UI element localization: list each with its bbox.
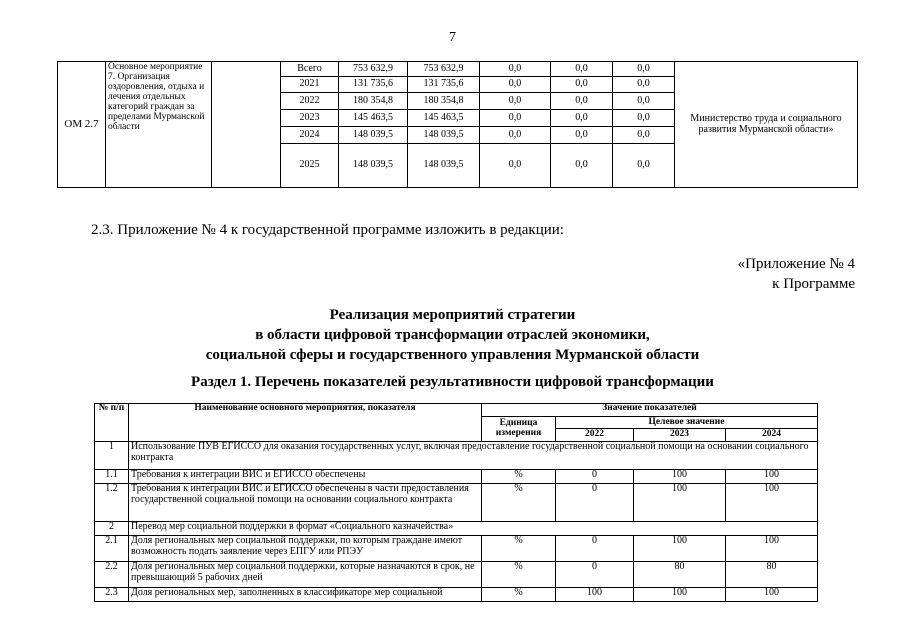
title-line-3: социальной сферы и государственного управления Мурманской области xyxy=(205,347,700,363)
row-value-2023: 100 xyxy=(634,536,726,562)
table-row xyxy=(95,536,818,562)
header-unit: Единица измерения xyxy=(482,417,556,442)
value-cell: 0,0 xyxy=(480,144,551,188)
value-cell: 148 039,5 xyxy=(408,144,480,188)
empty-cell xyxy=(212,62,281,188)
row-unit: % xyxy=(482,484,556,522)
table-row xyxy=(95,484,818,522)
value-cell: 145 463,5 xyxy=(339,110,408,127)
table-row xyxy=(95,588,818,602)
value-cell: 0,0 xyxy=(613,127,675,144)
row-value-2023: 100 xyxy=(634,588,726,602)
header-2023: 2023 xyxy=(634,429,726,442)
value-cell: 131 735,6 xyxy=(339,77,408,93)
row-value-2024: 100 xyxy=(726,470,818,484)
value-cell: 0,0 xyxy=(551,62,613,77)
row-num: 1.1 xyxy=(95,470,129,484)
row-value-2024: 80 xyxy=(726,562,818,588)
year-cell: Всего xyxy=(281,62,339,77)
row-value-2024: 100 xyxy=(726,484,818,522)
value-cell: 0,0 xyxy=(613,77,675,93)
value-cell: 131 735,6 xyxy=(408,77,480,93)
row-value-2024: 100 xyxy=(726,588,818,602)
value-cell: 0,0 xyxy=(613,93,675,110)
row-name: Использование ПУВ ЕГИССО для оказания государственных услуг, включая предоставление государственной социальной помощи на основании социального контракта xyxy=(129,442,818,470)
indicators-table xyxy=(94,403,818,602)
row-unit: % xyxy=(482,588,556,602)
row-num: 2.2 xyxy=(95,562,129,588)
row-value-2024: 100 xyxy=(726,536,818,562)
value-cell: 0,0 xyxy=(480,62,551,77)
row-unit: % xyxy=(482,470,556,484)
header-2024: 2024 xyxy=(726,429,818,442)
value-cell: 0,0 xyxy=(613,144,675,188)
table-row xyxy=(95,522,818,536)
table-row xyxy=(95,442,818,470)
row-name: Доля региональных мер, заполненных в классификаторе мер социальной xyxy=(129,588,482,602)
header-values: Значение показателей xyxy=(482,404,818,417)
header-row xyxy=(95,404,818,417)
page-number: 7 xyxy=(449,30,456,45)
row-value-2023: 100 xyxy=(634,484,726,522)
row-value-2023: 100 xyxy=(634,470,726,484)
value-cell: 0,0 xyxy=(613,62,675,77)
row-unit: % xyxy=(482,562,556,588)
value-cell: 0,0 xyxy=(480,110,551,127)
title-line-2: в области цифровой трансформации отраслей экономики, xyxy=(255,327,650,343)
row-num: 2.1 xyxy=(95,536,129,562)
row-value-2022: 0 xyxy=(556,484,634,522)
value-cell: 0,0 xyxy=(551,110,613,127)
value-cell: 148 039,5 xyxy=(408,127,480,144)
row-name: Требования к интеграции ВИС и ЕГИССО обеспечены xyxy=(129,470,482,484)
year-cell: 2022 xyxy=(281,93,339,110)
appendix-line-2: к Программе xyxy=(772,276,855,292)
year-cell: 2021 xyxy=(281,77,339,93)
value-cell: 180 354,8 xyxy=(408,93,480,110)
value-cell: 0,0 xyxy=(551,93,613,110)
value-cell: 145 463,5 xyxy=(408,110,480,127)
document-title xyxy=(0,305,905,365)
measure-code: ОМ 2.7 xyxy=(58,62,106,188)
section-title: Раздел 1. Перечень показателей результативности цифровой трансформации xyxy=(191,374,714,390)
value-cell: 0,0 xyxy=(480,77,551,93)
amendment-paragraph: 2.3. Приложение № 4 к государственной программе изложить в редакции: xyxy=(91,222,564,238)
measure-name: Основное мероприятие 7. Организация оздоровления, отдыха и лечения отдельных категорий граждан за пределами Мурманской области xyxy=(106,62,212,188)
row-value-2022: 0 xyxy=(556,470,634,484)
header-2022: 2022 xyxy=(556,429,634,442)
row-unit: % xyxy=(482,536,556,562)
row-num: 2.3 xyxy=(95,588,129,602)
row-name: Доля региональных мер социальной поддержки, по которым граждане имеют возможность подать заявление через ЕПГУ или РПЭУ xyxy=(129,536,482,562)
value-cell: 180 354,8 xyxy=(339,93,408,110)
row-value-2022: 0 xyxy=(556,536,634,562)
header-num: № п/п xyxy=(95,404,129,442)
appendix-line-1: «Приложение № 4 xyxy=(737,256,855,272)
appendix-heading xyxy=(738,254,855,294)
value-cell: 0,0 xyxy=(480,127,551,144)
row-value-2022: 100 xyxy=(556,588,634,602)
row-name: Перевод мер социальной поддержки в формат «Социального казначейства» xyxy=(129,522,818,536)
year-cell: 2024 xyxy=(281,127,339,144)
value-cell: 753 632,9 xyxy=(339,62,408,77)
value-cell: 0,0 xyxy=(551,144,613,188)
table-row xyxy=(95,470,818,484)
responsible-cell: Министерство труда и социального развития Мурманской области» xyxy=(675,62,858,188)
title-line-1: Реализация мероприятий стратегии xyxy=(329,307,576,323)
year-cell: 2025 xyxy=(281,144,339,188)
value-cell: 753 632,9 xyxy=(408,62,480,77)
value-cell: 0,0 xyxy=(551,127,613,144)
measure-table xyxy=(57,61,858,188)
row-name: Доля региональных мер социальной поддержки, которые назначаются в срок, не превышающий 5 рабочих дней xyxy=(129,562,482,588)
row-value-2023: 80 xyxy=(634,562,726,588)
year-cell: 2023 xyxy=(281,110,339,127)
row-num: 1 xyxy=(95,442,129,470)
row-name: Требования к интеграции ВИС и ЕГИССО обеспечены в части предоставления государственной социальной помощи на основании социального контракта xyxy=(129,484,482,522)
measure-row xyxy=(58,62,858,77)
header-target: Целевое значение xyxy=(556,417,818,429)
value-cell: 0,0 xyxy=(480,93,551,110)
value-cell: 148 039,5 xyxy=(339,127,408,144)
row-num: 1.2 xyxy=(95,484,129,522)
header-name: Наименование основного мероприятия, показателя xyxy=(129,404,482,442)
value-cell: 0,0 xyxy=(551,77,613,93)
table-row xyxy=(95,562,818,588)
row-num: 2 xyxy=(95,522,129,536)
row-value-2022: 0 xyxy=(556,562,634,588)
value-cell: 0,0 xyxy=(613,110,675,127)
value-cell: 148 039,5 xyxy=(339,144,408,188)
